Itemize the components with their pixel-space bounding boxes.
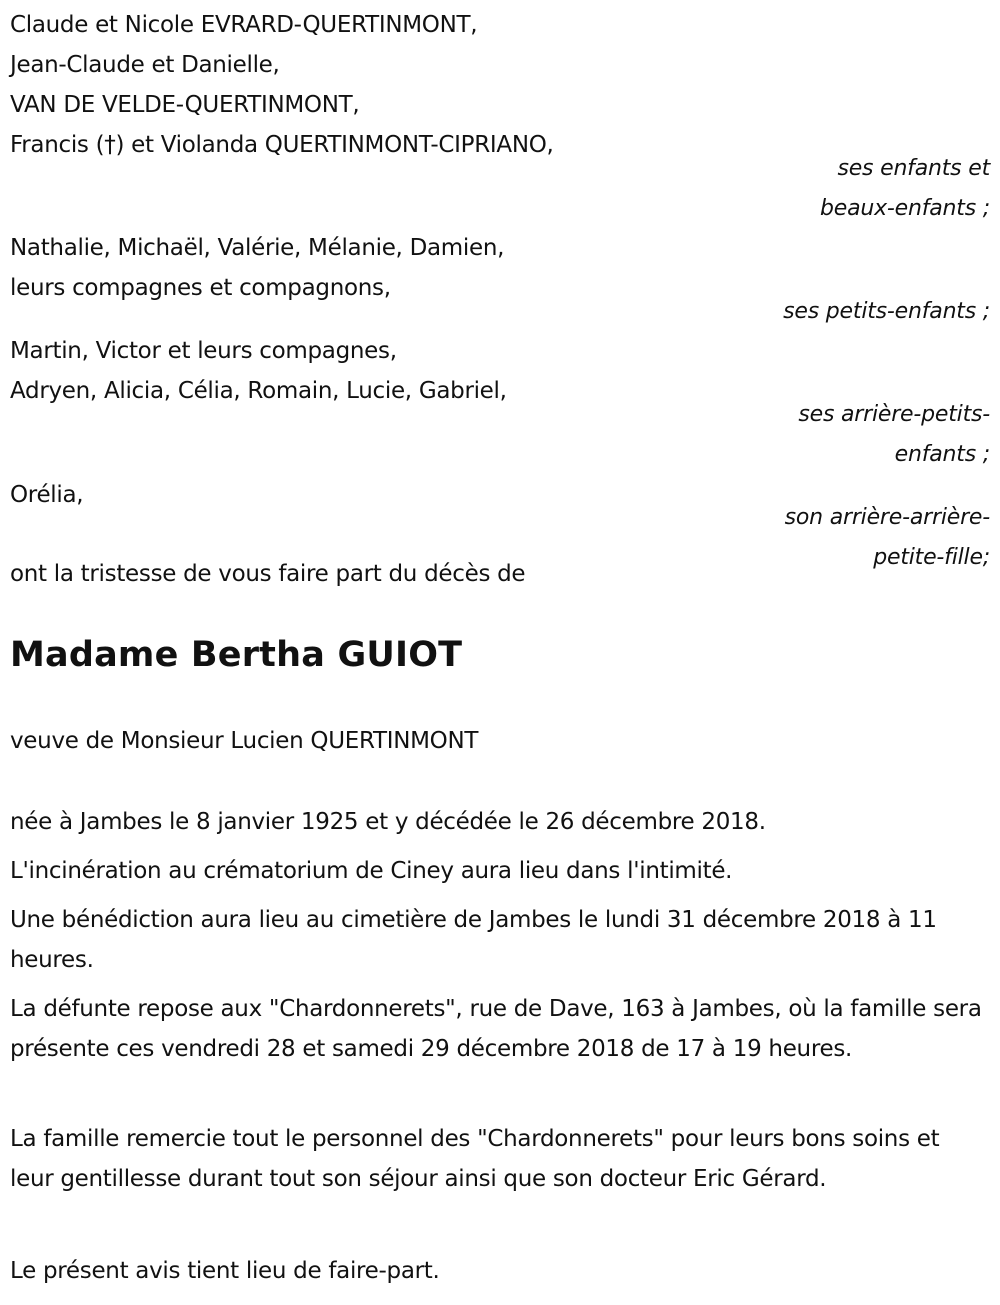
relation-great-grandchildren: ses arrière-petits- bbox=[798, 402, 990, 427]
relation-great-great-grandchild: petite-fille; bbox=[873, 545, 990, 570]
children-line: Jean-Claude et Danielle, bbox=[10, 52, 280, 78]
announcement-text: ont la tristesse de vous faire part du décès de bbox=[10, 561, 526, 587]
relation-grandchildren: ses petits-enfants ; bbox=[783, 299, 990, 324]
relation-children: beaux-enfants ; bbox=[819, 196, 990, 221]
children-line: Francis (†) et Violanda QUERTINMONT-CIPRIANO, bbox=[10, 132, 554, 158]
children-line: VAN DE VELDE-QUERTINMONT, bbox=[10, 92, 360, 118]
children-line: Claude et Nicole EVRARD-QUERTINMONT, bbox=[10, 12, 478, 38]
widow-of-text: veuve de Monsieur Lucien QUERTINMONT bbox=[10, 728, 479, 754]
great-great-grandchild-line: Orélia, bbox=[10, 482, 84, 508]
relation-great-great-grandchild: son arrière-arrière- bbox=[784, 505, 990, 530]
visitation-paragraph: La défunte repose aux "Chardonnerets", rue de Dave, 163 à Jambes, où la famille sera présente ces vendredi 28 et samedi 29 décembre 2018 de 17 à 19 heures. bbox=[10, 996, 982, 1062]
relation-great-grandchildren: enfants ; bbox=[894, 442, 990, 467]
relation-children: ses enfants et bbox=[837, 156, 990, 181]
closing-paragraph: Le présent avis tient lieu de faire-part. bbox=[10, 1258, 440, 1284]
grandchildren-line: leurs compagnes et compagnons, bbox=[10, 275, 391, 301]
great-grandchildren-line: Adryen, Alicia, Célia, Romain, Lucie, Gabriel, bbox=[10, 378, 507, 404]
deceased-name: Madame Bertha GUIOT bbox=[10, 635, 463, 675]
cremation-paragraph: L'incinération au crématorium de Ciney aura lieu dans l'intimité. bbox=[10, 858, 733, 884]
blessing-paragraph: Une bénédiction aura lieu au cimetière de Jambes le lundi 31 décembre 2018 à 11 heures. bbox=[10, 907, 937, 973]
grandchildren-line: Nathalie, Michaël, Valérie, Mélanie, Damien, bbox=[10, 235, 505, 261]
birth-death-paragraph: née à Jambes le 8 janvier 1925 et y décédée le 26 décembre 2018. bbox=[10, 809, 766, 835]
great-grandchildren-line: Martin, Victor et leurs compagnes, bbox=[10, 338, 397, 364]
thanks-paragraph: La famille remercie tout le personnel des "Chardonnerets" pour leurs bons soins et leur gentillesse durant tout son séjour ainsi que son docteur Eric Gérard. bbox=[10, 1126, 940, 1192]
